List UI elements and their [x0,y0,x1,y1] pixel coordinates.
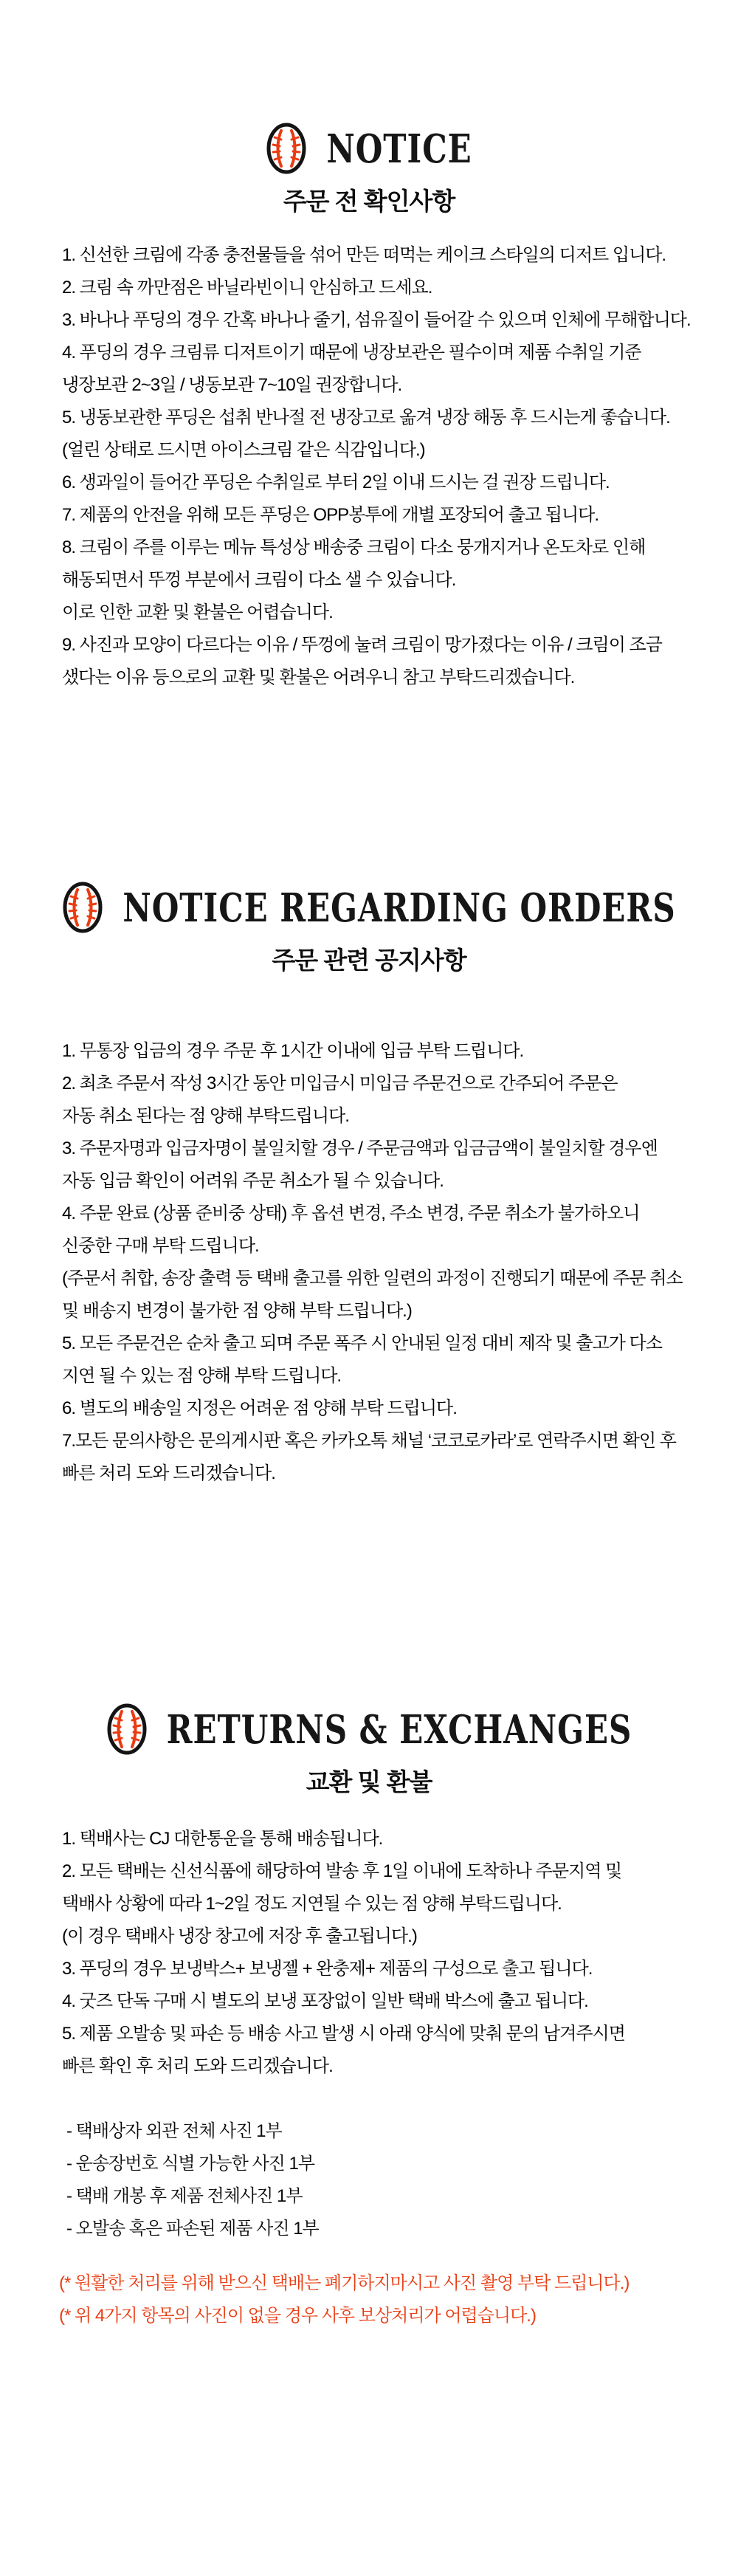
section-pre-order-notice [0,0,738,694]
section-title: NOTICE REGARDING ORDERS [123,884,676,931]
notice-line: 5. 제품 오발송 및 파손 등 배송 사고 발생 시 아래 양식에 맞춰 문의 남겨주시면 [62,2024,625,2044]
notice-line: 3. 바나나 푸딩의 경우 간혹 바나나 줄기, 섬유질이 들어갈 수 있으며 인체에 무해합니다. [62,310,691,330]
warning-line: (* 위 4가지 항목의 사진이 없을 경우 사후 보상처리가 어렵습니다.) [59,2306,536,2326]
section-returns-exchanges [0,1490,738,2332]
notice-line: 택배사 상황에 따라 1~2일 정도 지연될 수 있는 점 양해 부탁드립니다. [62,1894,562,1914]
notice-line: 해동되면서 뚜껑 부분에서 크림이 다소 샐 수 있습니다. [62,570,456,590]
section-order-notice [0,694,738,1490]
section-subtitle: 주문 전 확인사항 [283,188,455,215]
required-photo-list [0,2115,738,2245]
notice-line: (이 경우 택배사 냉장 창고에 저장 후 출고됩니다.) [62,1926,417,1946]
photo-list-item: - 운송장번호 식별 가능한 사진 1부 [66,2154,315,2174]
notice-line: 3. 주문자명과 입금자명이 불일치할 경우 / 주문금액과 입금금액이 불일치할 경우엔 [62,1138,658,1158]
notice-line: 빠른 처리 도와 드리겠습니다. [62,1463,275,1483]
section-title: NOTICE [326,125,472,172]
baseball-icon [106,1703,148,1756]
notice-line: 빠른 확인 후 처리 도와 드리겠습니다. [62,2056,333,2076]
notice-line: 6. 별도의 배송일 지정은 어려운 점 양해 부탁 드립니다. [62,1398,457,1418]
notice-line: 지연 될 수 있는 점 양해 부탁 드립니다. [62,1366,342,1386]
notice-line: 9. 사진과 모양이 다르다는 이유 / 뚜껑에 눌려 크림이 망가졌다는 이유 / 크림이 조금 [62,635,662,655]
notice-line: 자동 취소 된다는 점 양해 부탁드립니다. [62,1106,349,1126]
notice-line: 자동 입금 확인이 어려워 주문 취소가 될 수 있습니다. [62,1171,444,1191]
photo-list-item: - 택배상자 외관 전체 사진 1부 [66,2121,282,2141]
section-subtitle: 주문 관련 공지사항 [272,947,466,974]
notice-line: 2. 모든 택배는 신선식품에 해당하여 발송 후 1일 이내에 도착하나 주문지역 및 [62,1861,622,1881]
warning-notes [0,2267,738,2332]
notice-line: 1. 택배사는 CJ 대한통운을 통해 배송됩니다. [62,1829,383,1849]
notice-line: 냉장보관 2~3일 / 냉동보관 7~10일 권장합니다. [62,375,402,395]
notice-line: 2. 최초 주문서 작성 3시간 동안 미입금시 미입금 주문건으로 간주되어 주문은 [62,1074,618,1093]
notice-line: (주문서 취합, 송장 출력 등 택배 출고를 위한 일련의 과정이 진행되기 때문에 주문 취소 [62,1268,683,1288]
notice-line: 8. 크림이 주를 이루는 메뉴 특성상 배송중 크림이 다소 뭉개지거나 온도차로 인해 [62,537,646,557]
section-header [0,694,738,976]
baseball-icon [62,881,103,934]
notice-line: 2. 크림 속 까만점은 바닐라빈이니 안심하고 드세요. [62,278,432,298]
photo-list-item: - 택배 개봉 후 제품 전체사진 1부 [66,2186,303,2206]
notice-line: 3. 푸딩의 경우 보냉박스+ 보냉젤 + 완충제+ 제품의 구성으로 출고 됩니다. [62,1959,593,1979]
section-subtitle: 교환 및 환불 [306,1768,432,1796]
notice-line: 1. 무통장 입금의 경우 주문 후 1시간 이내에 입금 부탁 드립니다. [62,1041,524,1061]
notice-line: 샜다는 이유 등으로의 교환 및 환불은 어려우니 참고 부탁드리겠습니다. [62,667,575,687]
notice-line: 4. 푸딩의 경우 크림류 디저트이기 때문에 냉장보관은 필수이며 제품 수취일 기준 [62,343,641,363]
section-header [0,1490,738,1798]
notice-line: 및 배송지 변경이 불가한 점 양해 부탁 드립니다.) [62,1301,412,1321]
notice-line: 6. 생과일이 들어간 푸딩은 수취일로 부터 2일 이내 드시는 걸 권장 드립니다. [62,473,610,492]
order-notice-lines [0,1035,738,1490]
notice-line: 이로 인한 교환 및 환불은 어렵습니다. [62,602,333,622]
photo-list-item: - 오발송 혹은 파손된 제품 사진 1부 [66,2219,319,2239]
baseball-icon [266,122,307,175]
notice-line: 1. 신선한 크림에 각종 충전물들을 섞어 만든 떠먹는 케이크 스타일의 디저트 입니다. [62,245,666,265]
notice-line: 5. 냉동보관한 푸딩은 섭취 반나절 전 냉장고로 옮겨 냉장 해동 후 드시는게 좋습니다. [62,408,670,427]
section-title: RETURNS & EXCHANGES [166,1706,632,1753]
notice-lines [0,239,738,694]
notice-line: 신중한 구매 부탁 드립니다. [62,1236,259,1256]
section-header [0,0,738,217]
warning-line: (* 원활한 처리를 위해 받으신 택배는 폐기하지마시고 사진 촬영 부탁 드립니다.) [59,2273,630,2293]
notice-line: 5. 모든 주문건은 순차 출고 되며 주문 폭주 시 안내된 일정 대비 제작 및 출고가 다소 [62,1333,662,1353]
returns-lines [0,1823,738,2083]
notice-line: (얼린 상태로 드시면 아이스크림 같은 식감입니다.) [62,440,425,460]
notice-line: 4. 굿즈 단독 구매 시 별도의 보냉 포장없이 일반 택배 박스에 출고 됩니다. [62,1991,588,2011]
notice-line: 4. 주문 완료 (상품 준비중 상태) 후 옵션 변경, 주소 변경, 주문 취소가 불가하오니 [62,1203,640,1223]
notice-line: 7.모든 문의사항은 문의게시판 혹은 카카오톡 채널 ‘코코로카라’로 연락주시면 확인 후 [62,1431,676,1451]
notice-line: 7. 제품의 안전을 위해 모든 푸딩은 OPP봉투에 개별 포장되어 출고 됩니다. [62,505,599,525]
